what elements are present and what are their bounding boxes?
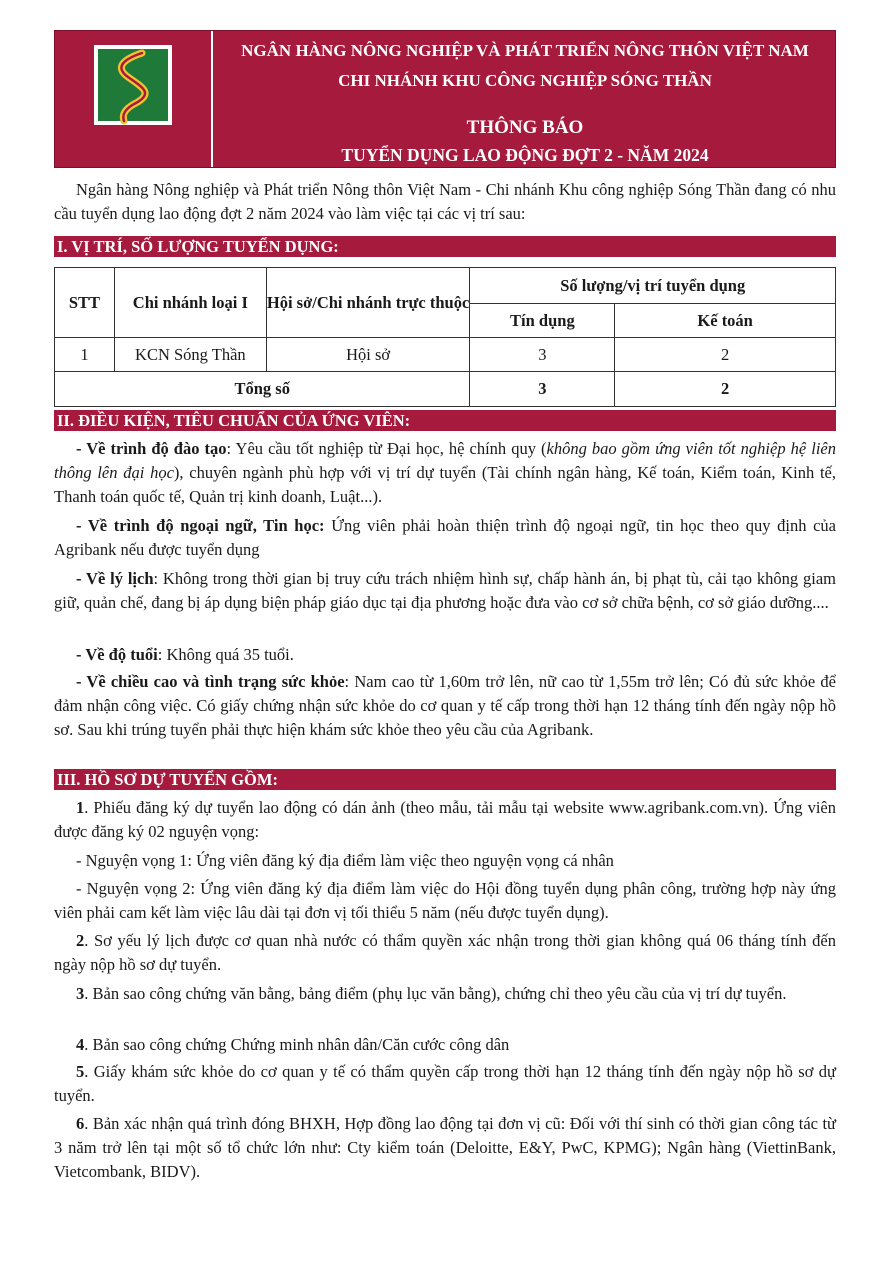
language-label: - Về trình độ ngoại ngữ, Tin học: bbox=[76, 516, 325, 535]
intro-paragraph: Ngân hàng Nông nghiệp và Phát triển Nông thôn Việt Nam - Chi nhánh Khu công nghiệp Sóng Thần đang có nhu cầu tuyển dụng lao động đợt 2 năm 2024 vào làm việc tại các vị trí sau: bbox=[54, 180, 836, 223]
notice-label: THÔNG BÁO bbox=[466, 117, 584, 138]
col-credit: Tín dụng bbox=[470, 304, 615, 338]
bank-name: NGÂN HÀNG NÔNG NGHIỆP VÀ PHÁT TRIỂN NÔNG THÔN VIỆT NAM bbox=[241, 41, 809, 60]
criteria-education bbox=[54, 437, 836, 509]
col-accounting: Kế toán bbox=[615, 304, 836, 338]
doc-item-2-number: 2 bbox=[76, 931, 85, 950]
criteria-background bbox=[54, 567, 836, 615]
cell-stt: 1 bbox=[55, 338, 115, 372]
education-label: - Về trình độ đào tạo bbox=[76, 439, 227, 458]
criteria-health bbox=[54, 670, 836, 742]
agribank-logo-icon bbox=[94, 45, 172, 125]
doc-item-3-text: . Bản sao công chứng văn bằng, bảng điểm (phụ lục văn bằng), chứng chỉ theo yêu cầu của vị trí dự tuyển. bbox=[84, 984, 787, 1003]
health-label: - Về chiều cao và tình trạng sức khỏe bbox=[76, 672, 345, 691]
criteria-age bbox=[54, 643, 836, 667]
doc-item-5-text: . Giấy khám sức khỏe do cơ quan y tế có thẩm quyền cấp trong thời hạn 12 tháng tính đến ngày nộp hồ sơ dự tuyển. bbox=[54, 1062, 836, 1105]
criteria-language bbox=[54, 514, 836, 562]
doc-item-4 bbox=[54, 1033, 836, 1057]
cell-accounting: 2 bbox=[615, 338, 836, 372]
doc-item-1-number: 1 bbox=[76, 798, 85, 817]
section-1-heading: I. VỊ TRÍ, SỐ LƯỢNG TUYỂN DỤNG: bbox=[54, 236, 836, 257]
total-accounting: 2 bbox=[615, 372, 836, 407]
doc-item-6 bbox=[54, 1112, 836, 1184]
total-label: Tổng số bbox=[55, 372, 470, 407]
doc-item-2 bbox=[54, 929, 836, 977]
doc-item-6-number: 6 bbox=[76, 1114, 85, 1133]
positions-table bbox=[54, 267, 836, 407]
col-hq: Hội sở/Chi nhánh trực thuộc bbox=[266, 268, 470, 338]
table-header-row bbox=[55, 268, 836, 304]
education-text-end: ), chuyên ngành phù hợp với vị trí dự tuyển (Tài chính ngân hàng, Kế toán, Kiểm toán, Kinh tế, Thanh toán quốc tế, Quản trị kinh doanh, Luật...). bbox=[54, 463, 836, 506]
total-credit: 3 bbox=[470, 372, 615, 407]
doc-item-5-number: 5 bbox=[76, 1062, 85, 1081]
background-text: : Không trong thời gian bị truy cứu trách nhiệm hình sự, chấp hành án, bị phạt tù, cải tạo không giam giữ, quản chế, đang bị áp dụng biện pháp giáo dục tại địa phương hoặc đưa vào cơ sở chữa bệnh, cơ sở giáo dưỡng.... bbox=[54, 569, 836, 612]
col-branch: Chi nhánh loại I bbox=[114, 268, 266, 338]
section-3-heading: III. HỒ SƠ DỰ TUYỂN GỒM: bbox=[54, 769, 836, 790]
age-text: : Không quá 35 tuổi. bbox=[157, 645, 294, 664]
doc-wish-1: - Nguyện vọng 1: Ứng viên đăng ký địa điểm làm việc theo nguyện vọng cá nhân bbox=[76, 851, 614, 870]
cell-hq: Hội sở bbox=[266, 338, 470, 372]
education-text: : Yêu cầu tốt nghiệp từ Đại học, hệ chính quy ( bbox=[226, 439, 547, 458]
doc-item-6-text: . Bản xác nhận quá trình đóng BHXH, Hợp đồng lao động tại đơn vị cũ: Đối với thí sinh có thời gian công tác từ 3 năm trở lên tại một số tổ chức lớn như: Cty kiểm toán (Deloitte, E&Y, PwC, KPMG); Ngân hàng (ViettinBank, Vietcombank, BIDV). bbox=[54, 1114, 836, 1181]
doc-item-5 bbox=[54, 1060, 836, 1108]
doc-item-4-number: 4 bbox=[76, 1035, 85, 1054]
doc-item-2-text: . Sơ yếu lý lịch được cơ quan nhà nước có thẩm quyền xác nhận trong thời gian không quá 06 tháng tính đến ngày nộp hồ sơ dự tuyển. bbox=[54, 931, 836, 974]
cell-credit: 3 bbox=[470, 338, 615, 372]
notice-title: TUYỂN DỤNG LAO ĐỘNG ĐỢT 2 - NĂM 2024 bbox=[341, 145, 709, 165]
health-text: : Nam cao từ 1,60m trở lên, nữ cao từ 1,55m trở lên; Có đủ sức khỏe để đảm nhận công việc. Có giấy chứng nhận sức khỏe do cơ quan y tế cấp trong thời hạn 12 tháng tính đến ngày nộp hồ sơ. Sau khi trúng tuyển phải thực hiện khám sức khỏe theo yêu cầu của Agribank. bbox=[54, 672, 836, 739]
background-label: - Về lý lịch bbox=[76, 569, 154, 588]
col-qty: Số lượng/vị trí tuyển dụng bbox=[470, 268, 836, 304]
col-stt: STT bbox=[55, 268, 115, 338]
logo-box bbox=[55, 31, 213, 167]
section-2-heading: II. ĐIỀU KIỆN, TIÊU CHUẨN CỦA ỨNG VIÊN: bbox=[54, 410, 836, 431]
age-label: - Về độ tuổi bbox=[76, 645, 158, 664]
language-text: Ứng viên phải hoàn thiện trình độ ngoại ngữ, tin học theo quy định của Agribank nếu được tuyển dụng bbox=[54, 516, 836, 559]
doc-item-4-text: . Bản sao công chứng Chứng minh nhân dân/Căn cước công dân bbox=[84, 1035, 510, 1054]
cell-branch: KCN Sóng Thần bbox=[114, 338, 266, 372]
branch-name: CHI NHÁNH KHU CÔNG NGHIỆP SÓNG THẦN bbox=[338, 71, 712, 90]
doc-item-3 bbox=[54, 982, 836, 1006]
table-row bbox=[55, 338, 836, 372]
education-italic: không bao gồm ứng viên tốt nghiệp hệ liên thông lên đại học bbox=[54, 439, 836, 482]
doc-item-3-number: 3 bbox=[76, 984, 85, 1003]
doc-item-1 bbox=[54, 796, 836, 844]
doc-wish-2: - Nguyện vọng 2: Ứng viên đăng ký địa điểm làm việc do Hội đồng tuyển dụng phân công, trường hợp này ứng viên phải cam kết làm việc lâu dài tại đơn vị tối thiểu 5 năm (nếu được tuyển dụng). bbox=[54, 879, 836, 922]
header-banner bbox=[54, 30, 836, 168]
doc-item-1-text: . Phiếu đăng ký dự tuyển lao động có dán ảnh (theo mẫu, tải mẫu tại website www.agribank.com.vn). Ứng viên được đăng ký 02 nguyện vọng: bbox=[54, 798, 836, 841]
table-total-row bbox=[55, 372, 836, 407]
